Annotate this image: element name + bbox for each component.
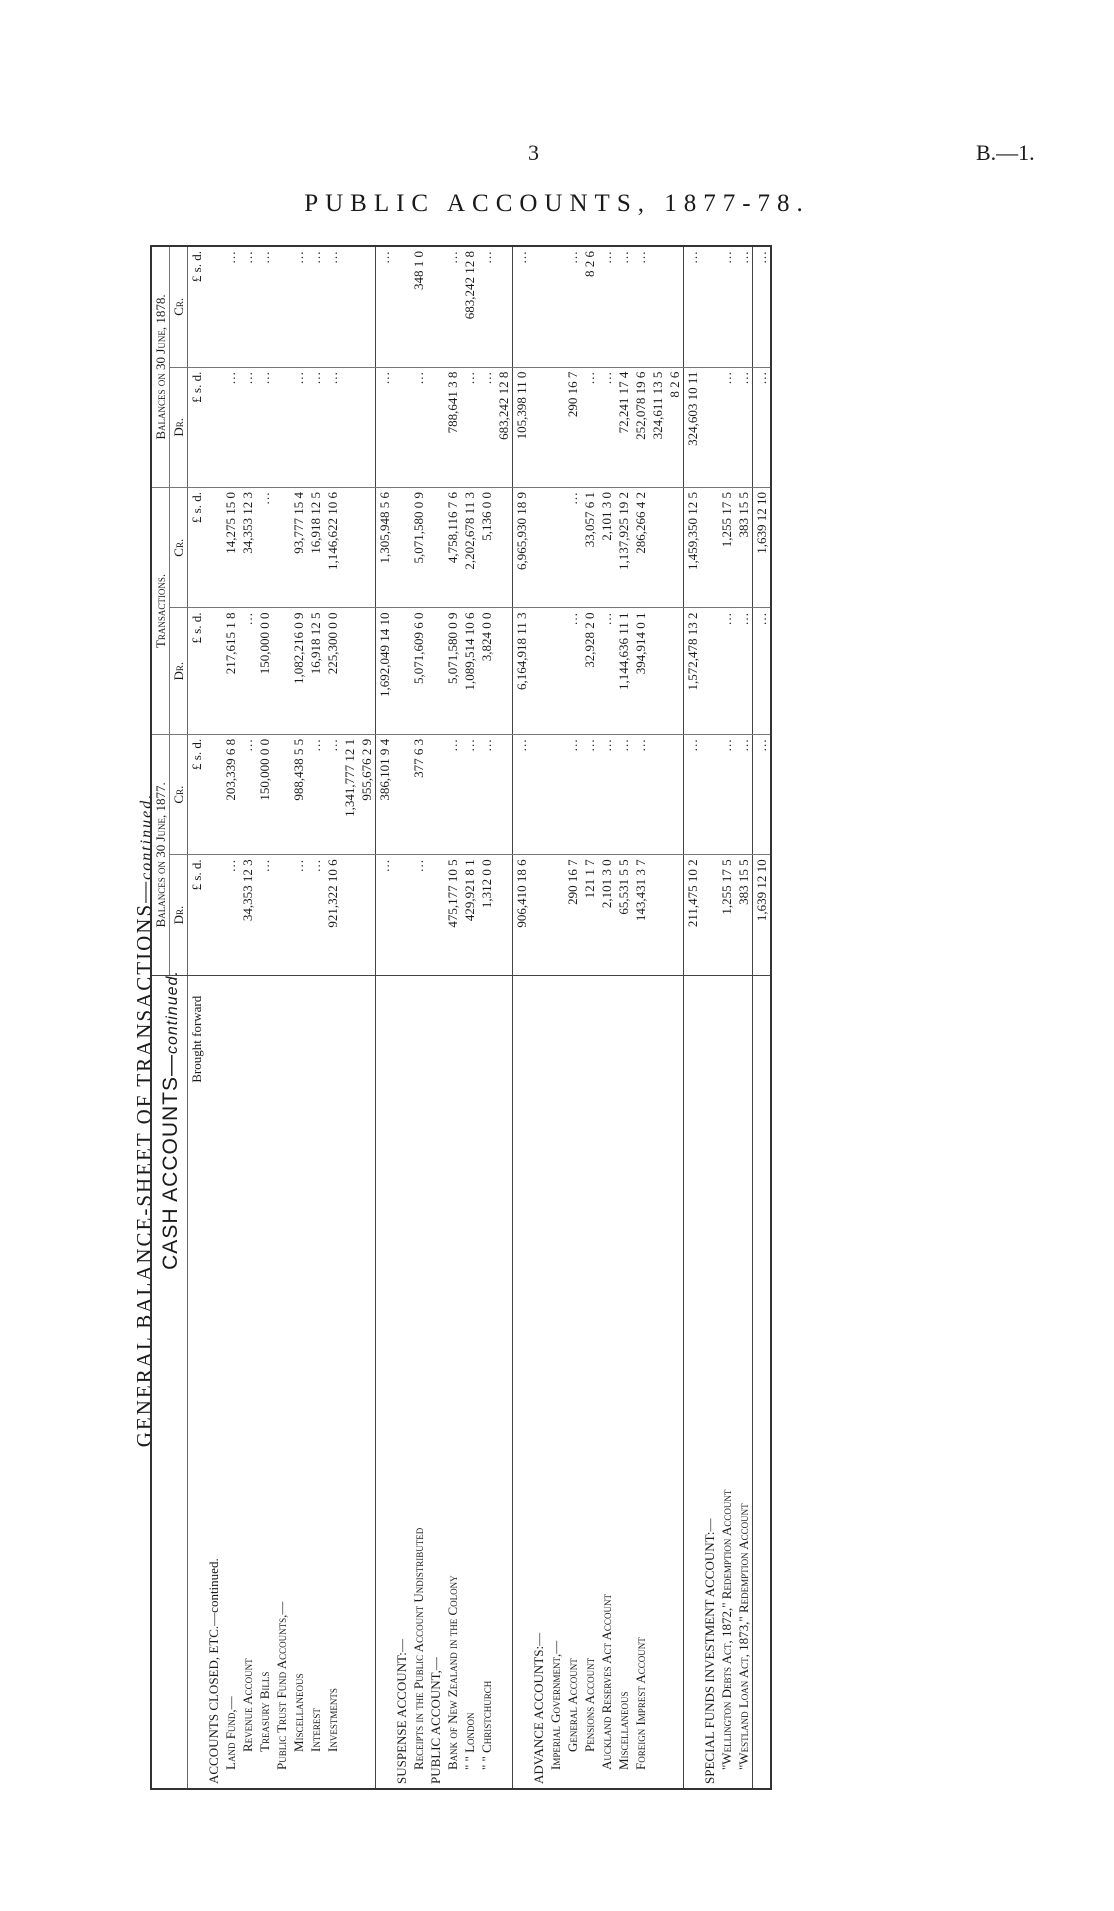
amount-cell: 6,164,918 11 3 — [513, 608, 531, 734]
amount-cell: … — [753, 734, 772, 854]
amount-cell: … — [256, 367, 273, 487]
amount-cell — [358, 246, 376, 367]
table-row — [564, 246, 581, 1789]
row-label — [376, 975, 394, 1789]
amount-cell: 1,305,948 5 6 — [376, 488, 394, 608]
amount-cell: … — [307, 855, 324, 975]
heading-line-1-suffix: continued. — [138, 792, 155, 880]
amount-cell: 475,177 10 5 — [444, 855, 461, 975]
row-label: ACCOUNTS CLOSED, ETC.—continued. — [205, 975, 222, 1789]
units-label: £ s. d. — [189, 251, 204, 283]
amount-cell — [495, 734, 513, 854]
row-label: Foreign Imprest Account — [632, 975, 649, 1789]
dr-header: Dr. — [170, 855, 188, 975]
amount-cell — [393, 367, 410, 487]
total-row — [513, 246, 531, 1789]
amount-cell: … — [445, 251, 460, 264]
amount-cell — [495, 246, 513, 367]
amount-cell: … — [564, 734, 581, 854]
row-label: Land Fund,— — [222, 975, 239, 1789]
amount-cell — [530, 855, 547, 975]
description-header — [151, 975, 188, 1789]
amount-cell: 386,101 9 4 — [376, 734, 394, 854]
units-label: £ s. d. — [188, 367, 206, 487]
amount-cell: … — [564, 488, 581, 608]
row-label: SPECIAL FUNDS INVESTMENT ACCOUNT:— — [701, 975, 718, 1789]
amount-cell: … — [633, 251, 648, 264]
amount-cell: 1,572,478 13 2 — [684, 608, 702, 734]
row-label: Treasury Bills — [256, 975, 273, 1789]
amount-cell — [649, 488, 666, 608]
amount-cell: … — [376, 246, 394, 367]
row-label: Public Trust Fund Accounts,— — [273, 975, 290, 1789]
amount-cell: … — [478, 734, 495, 854]
amount-cell: 33,057 6 1 — [581, 488, 598, 608]
amount-cell: … — [478, 367, 495, 487]
amount-cell: … — [222, 855, 239, 975]
amount-cell: … — [410, 855, 427, 975]
amount-cell: … — [598, 734, 615, 854]
amount-cell: … — [753, 367, 772, 487]
amount-cell: … — [239, 608, 256, 734]
amount-cell: … — [307, 734, 324, 854]
table-row — [615, 246, 632, 1789]
amount-cell: 5,071,609 6 0 — [410, 608, 427, 734]
amount-cell: … — [719, 251, 734, 264]
amount-cell: 1,137,925 19 2 — [615, 488, 632, 608]
amount-cell: … — [598, 367, 615, 487]
amount-cell: … — [479, 251, 494, 264]
units-row — [188, 246, 206, 1789]
amount-cell — [649, 608, 666, 734]
units-label: £ s. d. — [188, 608, 206, 734]
amount-cell: 32,928 2 0 — [581, 608, 598, 734]
table-row — [666, 246, 684, 1789]
amount-cell: 1,459,350 12 5 — [684, 488, 702, 608]
amount-cell: 217,615 1 8 — [222, 608, 239, 734]
amount-cell: 2,101 3 0 — [598, 488, 615, 608]
amount-cell: 1,146,622 10 6 — [324, 488, 341, 608]
amount-cell: 1,082,216 0 9 — [290, 608, 307, 734]
row-label — [649, 975, 666, 1789]
amount-cell — [273, 488, 290, 608]
amount-cell — [393, 734, 410, 854]
amount-cell — [205, 855, 222, 975]
amount-cell: 252,078 19 6 — [632, 367, 649, 487]
amount-cell: 955,676 2 9 — [358, 734, 376, 854]
amount-cell: … — [616, 251, 631, 264]
amount-cell — [273, 734, 290, 854]
amount-cell: 72,241 17 4 — [615, 367, 632, 487]
amount-cell — [530, 367, 547, 487]
amount-cell: … — [581, 734, 598, 854]
amount-cell: … — [735, 608, 753, 734]
group-1877-header: Balances on 30 June, 1877. — [151, 734, 170, 975]
total-row — [376, 246, 394, 1789]
table-row — [478, 246, 495, 1789]
amount-cell: 150,000 0 0 — [256, 734, 273, 854]
row-label: Imperial Government,— — [547, 975, 564, 1789]
amount-cell — [530, 246, 547, 367]
amount-cell — [666, 734, 684, 854]
amount-cell: … — [735, 367, 753, 487]
amount-cell: … — [718, 608, 735, 734]
amount-cell: 1,144,636 11 1 — [615, 608, 632, 734]
amount-cell: … — [290, 367, 307, 487]
amount-cell — [666, 855, 684, 975]
amount-cell: 394,914 0 1 — [632, 608, 649, 734]
amount-cell: 150,000 0 0 — [256, 608, 273, 734]
amount-cell: 1,255 17 5 — [718, 855, 735, 975]
amount-cell: 143,431 3 7 — [632, 855, 649, 975]
amount-cell: … — [256, 488, 273, 608]
row-label — [666, 975, 684, 1789]
amount-cell — [341, 488, 358, 608]
amount-cell — [205, 246, 222, 367]
amount-cell: 5,071,580 0 9 — [444, 608, 461, 734]
amount-cell — [530, 488, 547, 608]
row-label: Revenue Account — [239, 975, 256, 1789]
amount-cell — [393, 855, 410, 975]
amount-cell: … — [684, 246, 702, 367]
row-label: PUBLIC ACCOUNT,— — [427, 975, 444, 1789]
table-row — [735, 246, 753, 1789]
row-label — [753, 975, 772, 1789]
cr-header: Cr. — [170, 488, 188, 608]
amount-cell: … — [324, 367, 341, 487]
amount-cell: … — [599, 251, 614, 264]
amount-cell: 16,918 12 5 — [307, 488, 324, 608]
amount-cell — [205, 488, 222, 608]
amount-cell: … — [632, 734, 649, 854]
amount-cell: 8 2 6 — [666, 367, 684, 487]
row-label: Receipts in the Public Account Undistributed — [410, 975, 427, 1789]
table-row — [324, 246, 341, 1789]
amount-cell: 14,275 15 0 — [222, 488, 239, 608]
amount-cell: 906,410 18 6 — [513, 855, 531, 975]
amount-cell — [427, 488, 444, 608]
units-label: £ s. d. — [188, 488, 206, 608]
total-row — [753, 246, 772, 1789]
amount-cell — [341, 246, 358, 367]
amount-cell — [547, 855, 564, 975]
amount-cell: 683,242 12 8 — [462, 251, 477, 320]
table-row — [701, 246, 718, 1789]
amount-cell: … — [325, 251, 340, 264]
amount-cell: 93,777 15 4 — [290, 488, 307, 608]
amount-cell — [341, 367, 358, 487]
amount-cell: 290 16 7 — [564, 367, 581, 487]
amount-cell — [701, 608, 718, 734]
cr-header: Cr. — [171, 297, 186, 316]
amount-cell — [530, 734, 547, 854]
amount-cell: 1,089,514 10 6 — [461, 608, 478, 734]
table-row — [495, 246, 513, 1789]
amount-cell: 290 16 7 — [564, 855, 581, 975]
dr-header: Dr. — [170, 608, 188, 734]
table-row — [649, 246, 666, 1789]
amount-cell — [205, 608, 222, 734]
amount-cell — [427, 367, 444, 487]
amount-cell: 34,353 12 3 — [239, 488, 256, 608]
amount-cell: … — [324, 734, 341, 854]
table-row — [598, 246, 615, 1789]
amount-cell — [666, 608, 684, 734]
table-row — [581, 246, 598, 1789]
amount-cell: 4,758,116 7 6 — [444, 488, 461, 608]
table-row — [444, 246, 461, 1789]
row-label — [341, 975, 358, 1789]
amount-cell: … — [461, 734, 478, 854]
table-row — [290, 246, 307, 1789]
amount-cell: 1,639 12 10 — [753, 855, 772, 975]
row-label: "Wellington Debts Act, 1872," Redemption Account — [718, 975, 735, 1789]
amount-cell: … — [736, 251, 751, 264]
amount-cell — [358, 488, 376, 608]
amount-cell: 683,242 12 8 — [495, 367, 513, 487]
amount-cell: 788,641 3 8 — [444, 367, 461, 487]
amount-cell: … — [735, 734, 753, 854]
amount-cell: … — [308, 251, 323, 264]
amount-cell — [495, 855, 513, 975]
amount-cell — [547, 608, 564, 734]
amount-cell: … — [290, 855, 307, 975]
heading-line-2-suffix: continued. — [164, 970, 181, 1054]
amount-cell: … — [565, 251, 580, 264]
amount-cell: … — [718, 367, 735, 487]
amount-cell: … — [581, 367, 598, 487]
amount-cell — [530, 608, 547, 734]
amount-cell: … — [239, 734, 256, 854]
amount-cell — [273, 855, 290, 975]
amount-cell — [427, 246, 444, 367]
amount-cell — [205, 367, 222, 487]
amount-cell: 2,101 3 0 — [598, 855, 615, 975]
total-row — [684, 246, 702, 1789]
table-row — [307, 246, 324, 1789]
row-label — [684, 975, 702, 1789]
amount-cell: … — [615, 734, 632, 854]
amount-cell: … — [376, 367, 394, 487]
table-row — [461, 246, 478, 1789]
amount-cell: 921,322 10 6 — [324, 855, 341, 975]
amount-cell: … — [564, 608, 581, 734]
table-row — [239, 246, 256, 1789]
amount-cell — [649, 855, 666, 975]
table-row — [718, 246, 735, 1789]
table-body — [188, 246, 772, 1789]
amount-cell: 383 15 5 — [735, 855, 753, 975]
amount-cell: … — [222, 367, 239, 487]
amount-cell — [547, 367, 564, 487]
amount-cell: 324,603 10 11 — [684, 367, 702, 487]
table-row — [547, 246, 564, 1789]
amount-cell — [547, 246, 564, 367]
amount-cell: … — [223, 251, 238, 264]
row-label — [513, 975, 531, 1789]
amount-cell — [358, 855, 376, 975]
amount-cell: 988,438 5 5 — [290, 734, 307, 854]
amount-cell: 121 1 7 — [581, 855, 598, 975]
document-reference: B.—1. — [976, 140, 1035, 165]
table-row — [341, 246, 358, 1789]
amount-cell — [649, 246, 666, 367]
table-row — [632, 246, 649, 1789]
row-label: Miscellaneous — [290, 975, 307, 1789]
amount-cell — [341, 608, 358, 734]
amount-cell — [666, 246, 684, 367]
heading-line-1-text: GENERAL BALANCE-SHEET OF TRANSACTIONS— — [132, 879, 156, 1448]
amount-cell — [273, 246, 290, 367]
row-label: Pensions Account — [581, 975, 598, 1789]
amount-cell: … — [753, 246, 772, 367]
amount-cell: … — [598, 608, 615, 734]
group-transactions-header: Transactions. — [151, 488, 170, 735]
amount-cell — [427, 855, 444, 975]
amount-cell: … — [513, 734, 531, 854]
amount-cell — [358, 367, 376, 487]
amount-cell: … — [291, 251, 306, 264]
table-row — [273, 246, 290, 1789]
amount-cell: 1,255 17 5 — [718, 488, 735, 608]
amount-cell: 377 6 3 — [410, 734, 427, 854]
row-label: ADVANCE ACCOUNTS:— — [530, 975, 547, 1789]
amount-cell: 34,353 12 3 — [239, 855, 256, 975]
amount-cell: 5,071,580 0 9 — [410, 488, 427, 608]
amount-cell: 1,341,777 12 1 — [341, 734, 358, 854]
amount-cell: 8 2 6 — [582, 251, 597, 277]
amount-cell — [205, 734, 222, 854]
amount-cell — [701, 734, 718, 854]
amount-cell — [358, 608, 376, 734]
group-1878-header: Balances on 30 June, 1878. — [151, 246, 170, 488]
row-label: General Account — [564, 975, 581, 1789]
balance-sheet-table — [150, 245, 772, 1790]
row-label — [358, 975, 376, 1789]
cr-header: Cr. — [170, 734, 188, 854]
amount-cell — [341, 855, 358, 975]
amount-cell — [666, 488, 684, 608]
amount-cell: 383 15 5 — [735, 488, 753, 608]
table-row — [530, 246, 547, 1789]
amount-cell — [649, 734, 666, 854]
amount-cell: 3,824 0 0 — [478, 608, 495, 734]
table-row — [358, 246, 376, 1789]
row-label: Auckland Reserves Act Account — [598, 975, 615, 1789]
amount-cell: … — [513, 246, 531, 367]
amount-cell: 203,339 6 8 — [222, 734, 239, 854]
amount-cell — [273, 608, 290, 734]
row-label: "Westland Loan Act, 1873," Redemption Account — [735, 975, 753, 1789]
page-number: 3 — [528, 140, 539, 165]
amount-cell: … — [256, 855, 273, 975]
balance-sheet-table-container — [150, 245, 990, 1790]
row-label: Miscellaneous — [615, 975, 632, 1789]
amount-cell — [427, 734, 444, 854]
amount-cell: … — [239, 367, 256, 487]
amount-cell: 6,965,930 18 9 — [513, 488, 531, 608]
row-label: Bank of New Zealand in the Colony — [444, 975, 461, 1789]
heading-line-2-text: CASH ACCOUNTS— — [159, 1054, 182, 1270]
amount-cell: 324,611 13 5 — [649, 367, 666, 487]
brought-forward-label: Brought forward — [188, 975, 206, 1789]
amount-cell — [701, 488, 718, 608]
amount-cell: 16,918 12 5 — [307, 608, 324, 734]
table-row — [256, 246, 273, 1789]
page-title: PUBLIC ACCOUNTS, 1877-78. — [304, 190, 810, 217]
amount-cell: 2,202,678 11 3 — [461, 488, 478, 608]
amount-cell — [495, 488, 513, 608]
amount-cell — [701, 367, 718, 487]
amount-cell: … — [307, 367, 324, 487]
amount-cell — [547, 734, 564, 854]
amount-cell: 105,398 11 0 — [513, 367, 531, 487]
table-row — [410, 246, 427, 1789]
amount-cell — [427, 608, 444, 734]
table-row — [222, 246, 239, 1789]
amount-cell: … — [684, 734, 702, 854]
amount-cell — [701, 855, 718, 975]
row-label: Interest — [307, 975, 324, 1789]
amount-cell — [393, 488, 410, 608]
amount-cell: 225,300 0 0 — [324, 608, 341, 734]
amount-cell — [393, 608, 410, 734]
row-label — [495, 975, 513, 1789]
row-label: " " London — [461, 975, 478, 1789]
row-label: Investments — [324, 975, 341, 1789]
table-row — [427, 246, 444, 1789]
amount-cell: 1,639 12 10 — [753, 488, 772, 608]
units-label: £ s. d. — [188, 734, 206, 854]
amount-cell: 65,531 5 5 — [615, 855, 632, 975]
amount-cell: … — [461, 367, 478, 487]
dr-header: Dr. — [170, 367, 188, 487]
amount-cell — [393, 246, 410, 367]
row-label: SUSPENSE ACCOUNT:— — [393, 975, 410, 1789]
amount-cell: 286,266 4 2 — [632, 488, 649, 608]
amount-cell — [273, 367, 290, 487]
amount-cell — [547, 488, 564, 608]
amount-cell: … — [444, 734, 461, 854]
amount-cell: 5,136 0 0 — [478, 488, 495, 608]
table-row — [393, 246, 410, 1789]
amount-cell: 348 1 0 — [411, 251, 426, 290]
amount-cell: … — [753, 608, 772, 734]
amount-cell: 429,921 8 1 — [461, 855, 478, 975]
amount-cell — [701, 246, 718, 367]
amount-cell: … — [410, 367, 427, 487]
amount-cell: … — [718, 734, 735, 854]
amount-cell: … — [257, 251, 272, 264]
amount-cell — [495, 608, 513, 734]
amount-cell: 1,312 0 0 — [478, 855, 495, 975]
amount-cell: 1,692,049 14 10 — [376, 608, 394, 734]
row-label: " " Christchurch — [478, 975, 495, 1789]
amount-cell: 211,475 10 2 — [684, 855, 702, 975]
table-row — [205, 246, 222, 1789]
amount-cell: … — [240, 251, 255, 264]
amount-cell: … — [376, 855, 394, 975]
units-label: £ s. d. — [188, 855, 206, 975]
